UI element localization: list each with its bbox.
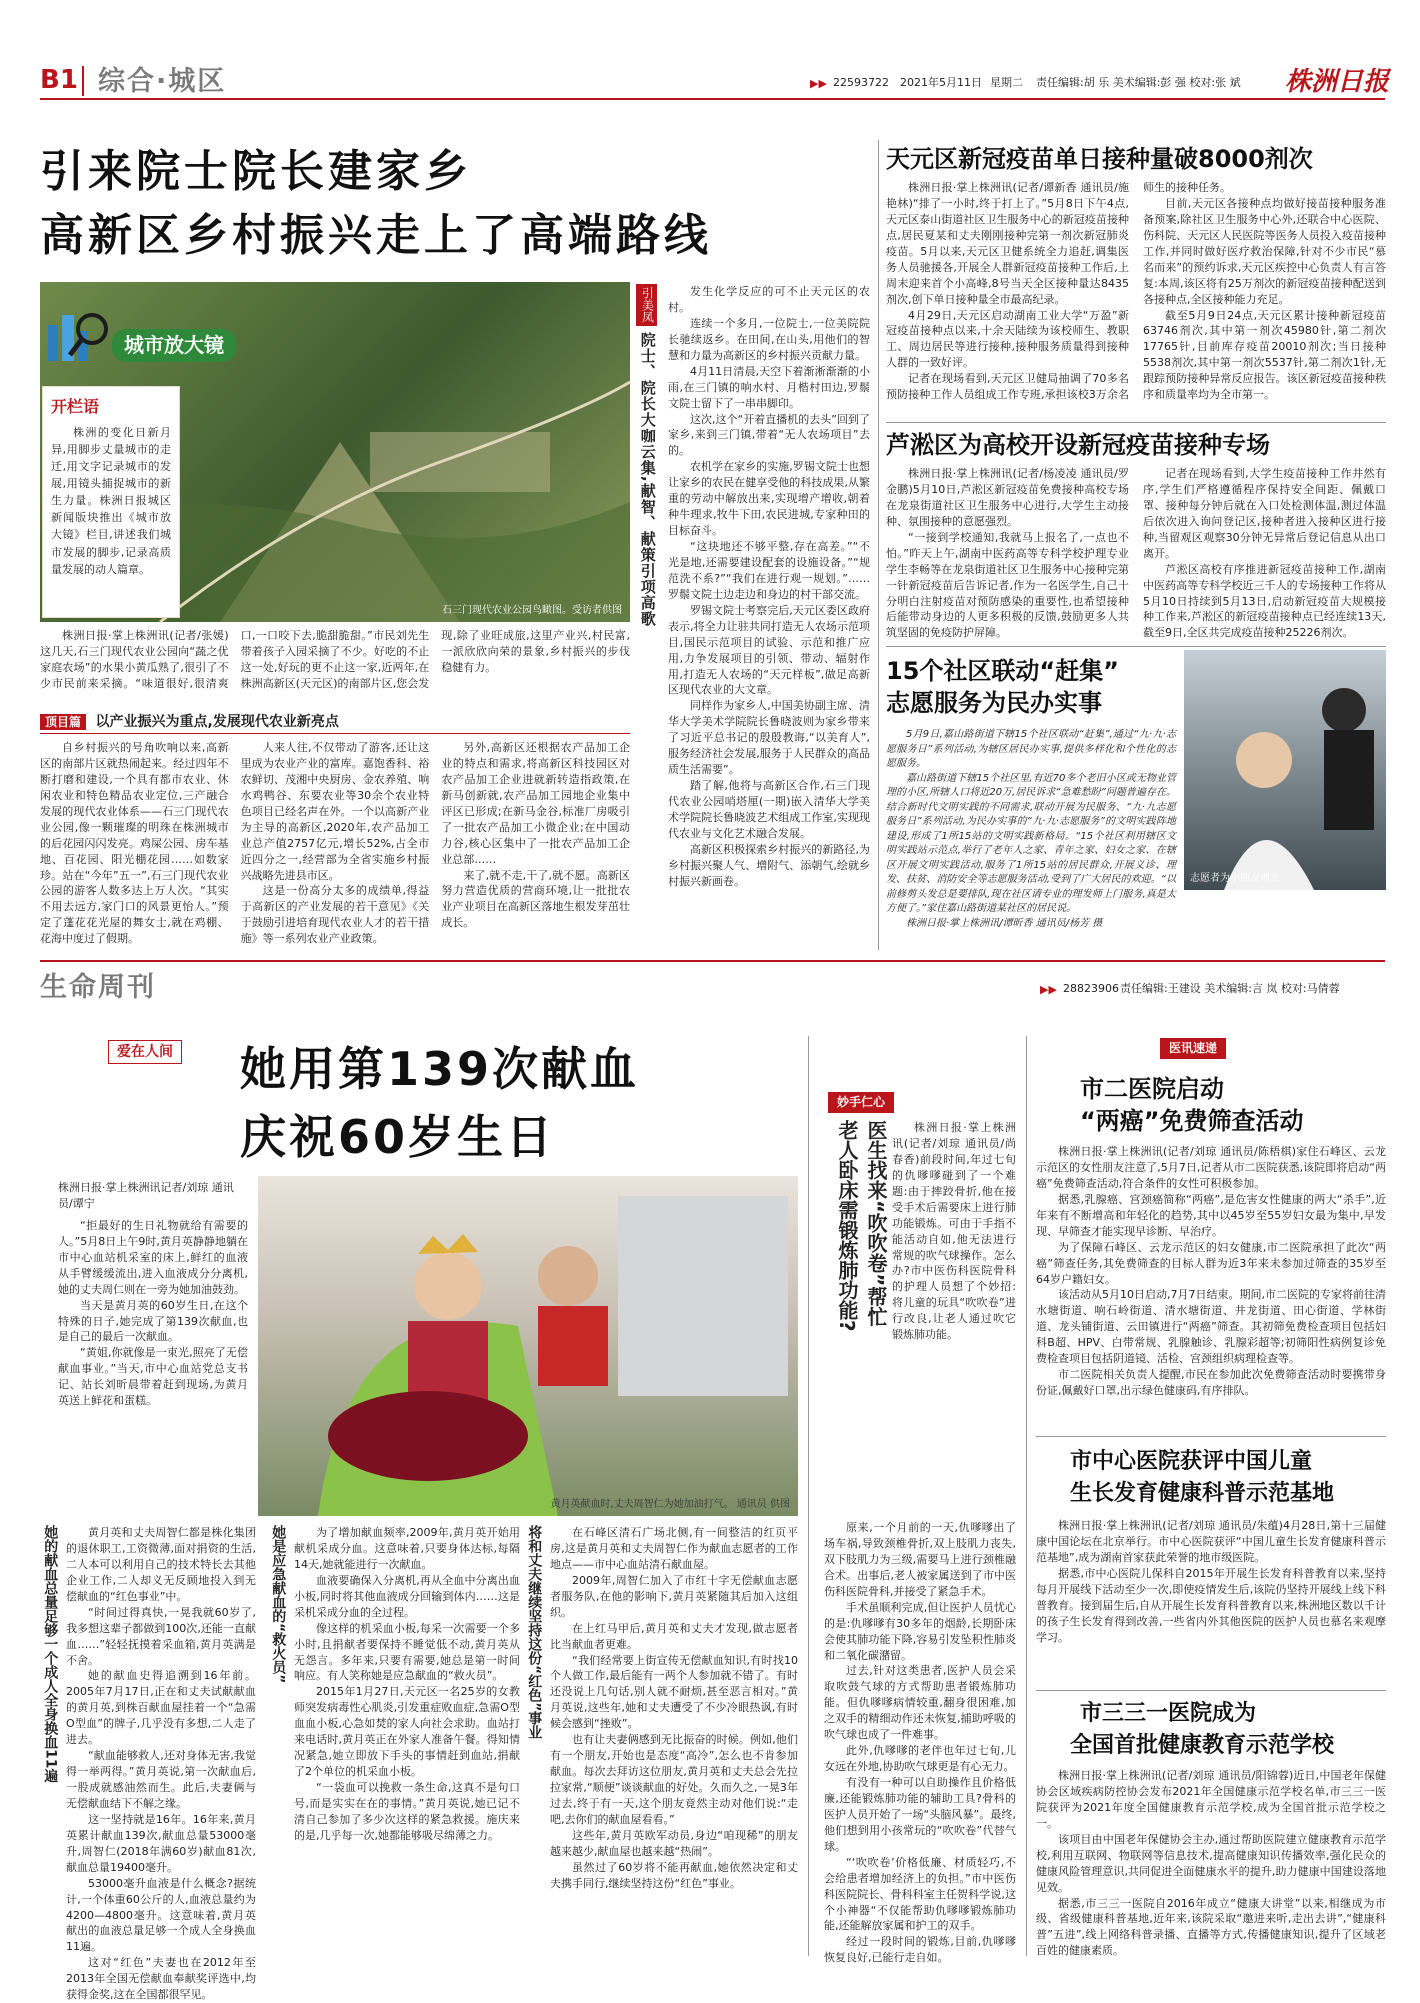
article3-title-line1: 15个社区联动“赶集” bbox=[886, 657, 1119, 685]
subhead-text: 以产业振兴为重点,发展现代农业新亮点 bbox=[95, 714, 339, 730]
paragraph: “一接到学校通知,我就马上报名了,一点也不怕。”昨天上午,湖南中医药高等专科学校护理专业学生李畅等在龙泉街道社区卫生服务中心接种完第一针新冠疫苗后告诉记者,作为一名医学生,自己十分明白注射疫苗对预防感染的重要性,也希望接种后能带动身边的人更多积极的反馈,鼓励更多人共筑坚固的免疫防护屏障。 bbox=[886, 530, 1129, 640]
paragraph: 截至5月9日24点,天元区累计接种新冠疫苗63746剂次,其中第一剂次45980针,第二剂次17765针,目前库存疫苗20010剂次;当日接种5538剂次,其中第一剂次5537针,第二剂次1针,无跟踪预防接种异常反应报告。该区新冠疫苗接种秩序和质量率均为全市第一。 bbox=[1143, 308, 1386, 402]
article3-photo-caption: 志愿者为小朋友理发 bbox=[1190, 872, 1280, 884]
bottom-section-title: 生命周刊 bbox=[40, 972, 156, 1003]
paragraph: 过去,针对这类患者,医护人员会采取吹鼓气球的方式帮助患者锻炼肺功能。但仇嗲嗲病情较重,翻身很困难,加之双手的精细动作还未恢复,捕助呼吸的吹气球也成了一件难事。 bbox=[824, 1664, 1016, 1742]
article1-title: 天元区新冠疫苗单日接种量破8000剂次 bbox=[886, 145, 1313, 173]
bottom-editors: 责任编辑:王建设 美术编辑:言 岚 校对:马倩蓉 bbox=[1120, 982, 1340, 995]
paragraph: 记者在现场看到,天元区卫健局抽调了70多名预防接种工作人员组成工作专班,承担该校3万余名师生的接种任务。 bbox=[886, 181, 1231, 402]
main-photo-caption: 黄月英献血时,丈夫周智仁为她加油打气。 通讯员 供图 bbox=[550, 1498, 790, 1510]
paragraph: 虽然过了60岁将不能再献血,她依然决定和丈夫携手同行,继续坚持这份“红色”事业。 bbox=[550, 1860, 798, 1890]
page-number: B1 bbox=[40, 65, 78, 95]
paragraph: 株洲日报·掌上株洲讯(记者/张媛)这几天,石三门现代农业公园向“蔬之优家庭农场”的水果小黄瓜熟了,很引了不少市民前来采摘。“味道很好,很清爽口,一口咬下去,脆甜脆甜。”市民刘先生带着孩子入园采摘了不少。好吃的不止这一处,好玩的更不止这一家,近两年,在株洲高新区(天元区)的南部片区,您会发现,除了业旺成旅,这里产业兴,村民富,一派欣欣向荣的景象,乡村振兴的步伐稳健有力。 bbox=[40, 629, 630, 690]
main-col2 bbox=[294, 1525, 520, 1955]
lead-col-right bbox=[668, 284, 870, 949]
paragraph: 该活动从5月10日启动,7月7日结束。期间,市二医院的专家将前往清水塘街道、响石岭街道、清水塘街道、井龙街道、田心街道、学林街道、龙头铺街道、云田镇进行“两癌”筛查。其初筛免费检查项目包括妇科B超、HPV、白带常规、乳腺触诊、乳腺彩超等;初筛阳性病例复诊免费检查项目包括阴道镜、活检、宫颈组织病理检查等。 bbox=[1036, 1288, 1386, 1366]
main-vhead-2 bbox=[268, 1525, 290, 1955]
paragraph: “拒最好的生日礼物就给有需要的人。”5月8日上午9时,黄月英静静地躺在市中心血站机采室的床上,鲜红的血液从手臂缓缓流出,进入血液成分分离机,她的丈夫周仁则在一旁为她加油鼓劲。 bbox=[58, 1218, 248, 1296]
main-title-line1: 她用第139次献血 bbox=[240, 1042, 640, 1096]
byline: 株洲日报·掌上株洲讯记者/刘琼 通讯员/谭宁 bbox=[58, 1181, 234, 1210]
paragraph: 5月9日,嘉山路街道下辖15个社区联动“赶集”,通过“九·九·志愿服务日”系列活动,为辖区居民办实事,提供多样化和个性化的志愿服务。 bbox=[886, 729, 1176, 769]
subhead-tag: 顶目篇 bbox=[40, 714, 86, 730]
paragraph: 2009年,周智仁加入了市红十字无偿献血志愿者服务队,在他的影响下,黄月英紧随其后加入这组织。 bbox=[550, 1573, 798, 1619]
paragraph: “我们经常要上街宣传无偿献血知识,有时找10个人做工作,最后能有一两个人参加就不错了。有时还没说上几句话,别人就不耐烦,甚至恶言相对。”黄月英说,这些年,她和丈夫遭受了不少冷眼热讽,有时候会感到“挫败”。 bbox=[550, 1653, 798, 1731]
lead-body-top bbox=[40, 628, 630, 708]
section-name: 综合·城区 bbox=[98, 66, 227, 97]
paragraph: “黄姐,你就像是一束光,照亮了无偿献血事业。”当天,市中心血站党总支书记、站长刘昕晨带着赶到现场,为黄月英送上鲜花和蛋糕。 bbox=[58, 1346, 248, 1408]
mid-title-line1: 医生找来“吹吹卷”帮忙 bbox=[864, 1120, 888, 1327]
subhead-bar bbox=[40, 712, 630, 734]
paragraph: 在上红马甲后,黄月英和丈夫才发现,做志愿者比当献血者更难。 bbox=[550, 1621, 798, 1651]
vertical-subhead: 她的献血总量足够一个成人全身换血11遍 bbox=[42, 1525, 59, 1783]
lead-body-bottom bbox=[40, 740, 630, 948]
r3-body bbox=[1036, 1768, 1386, 1956]
right-tag bbox=[1160, 1038, 1226, 1059]
paragraph: 53000毫升血液是什么概念?据统计,一个体重60公斤的人,血液总量约为4200—4800毫升。这意味着,黄月英献出的血液总量足够一个成人全身换血11遍。 bbox=[66, 1876, 256, 1954]
vertical-subhead: 她是应急献血的“救火员” bbox=[270, 1525, 287, 1684]
paragraph: 据悉,市中心医院儿保科自2015年开展生长发育科普教育以来,坚持每月开展线下活动至少一次,即使疫情发生后,该院仍坚持开展线上线下科普教育。接到届生后,自从开展生长发育科普教育以来,株洲地区数以千计的孩子生长发育得到改善,一些省内外其他医院的医护人员也慕名来观摩学习。 bbox=[1036, 1566, 1386, 1644]
paragraph: 农机学在家乡的实施,罗锡文院士也想让家乡的农民在健享受他的科技成果,从繁重的劳动中解放出来,实现增产增收,朝着种牛理求,牧牛下田,农民进城,专家种田的目标奋斗。 bbox=[668, 460, 870, 538]
arrows-icon: ▶▶ bbox=[810, 77, 827, 90]
paragraph: 株洲日报·掌上株洲讯(记者/刘琼 通讯员/阳锦蓉)近日,中国老年保健协会区域疾病防控协会发布2021年全国健康示范学校名单,市三三一医院获评为2021年度全国健康教育示范学校,成为全国首批示范学校之一。 bbox=[1036, 1769, 1386, 1830]
paragraph: 原来,一个月前的一天,仇嗲嗲出了场车祸,导致颈椎骨折,双上肢肌力丧失,双下肢肌力为三级,需要马上进行颈椎融合术。出事后,老人被家属送到了市中医伤科医院骨科,并接受了紧急手术。 bbox=[824, 1521, 1016, 1598]
paragraph: 记者在现场看到,大学生疫苗接种工作井然有序,学生们严格遵循程序保持安全间距、佩戴口罩、接种每分钟后就在入口处检测体温,测过体温后依次进入询问登记区,接种者进入接种区进行接种,当留观区观察30分钟无异常后登记信息从出口离开。 bbox=[1143, 467, 1386, 560]
side-column-label: 引美凤 bbox=[636, 284, 657, 326]
paragraph: 该项目由中国老年保健协会主办,通过帮助医院建立健康教育示范学校,利用互联网、物联网等信息技术,提高健康知识传播效率,强化民众的健康风险管理意识,共同促进全面健康水平的提升,助力健康中国建设落地见效。 bbox=[1036, 1832, 1386, 1894]
mid-body bbox=[824, 1520, 1016, 1965]
lead-photo-caption: 石三门现代农业公园鸟瞰图。受访者供图 bbox=[442, 604, 622, 616]
paragraph: “时间过得真快,一晃我就60岁了,我多想这辈子都做到100次,还能一直献血……”轻轻抚摸着采血箱,黄月英满是不舍。 bbox=[66, 1605, 256, 1667]
paragraph: 株洲日报·掌上株洲讯(记者/谭新香 通讯员/施艳林)“排了一小时,终于打上了。”5月8日下午4点,天元区泰山街道社区卫生服务中心的新冠疫苗接种点,居民夏某和丈夫刚刚接种完第一剂次新冠肺炎疫苗。5月以来,天元区卫健系统全力追赶,调集医务人员驰援各,开展全人群新冠疫苗接种工作后,上周末迎来首个小高峰,8号当天全区接种量达8435剂次,创下单日接种量全市最高纪录。 bbox=[886, 181, 1129, 306]
main-col3 bbox=[550, 1525, 798, 1955]
paragraph: 她的献血史得追溯到16年前。2005年7月17日,正在和丈夫试献献血的黄月英,到株百献血屋挂着一个“急需O型血”的牌子,几乎没有多想,二人走了进去。 bbox=[66, 1669, 256, 1747]
main-tag-label: 爱在人间 bbox=[108, 1040, 182, 1064]
intro-text: 株洲的变化日新月异,用脚步丈量城市的走迁,用文字记录城市的发展,用镜头捕捉城市的新生力量。株洲日报城区新闻版块推出《城市放大镜》栏目,讲述我们城市发展的脚步,记录高质量发展的动人篇章。 bbox=[51, 426, 171, 576]
paragraph: 2015年1月27日,天元区一名25岁的女教师突发病毒性心肌炎,引发重症败血症,急需O型血血小板,心急如焚的家人向社会求助。血站打来电话时,黄月英正在外家人准备午餐。得知情况紧急,她立即放下手头的事情赶到血站,捐献了2个单位的机采血小板。 bbox=[294, 1685, 520, 1779]
mid-title-line2: 老人卧床需锻炼肺功能? bbox=[835, 1120, 859, 1332]
paper-logo: 株洲日报 bbox=[1285, 67, 1390, 97]
paragraph: 来了,就不走,干了,就不愿。高新区努力营造优质的营商环境,让一批批农业产业项目在高新区落地生根发芽茁壮成长。 bbox=[441, 868, 630, 930]
paragraph: 人来人往,不仅带动了游客,还让这里成为农业产业的富库。嘉饱香科、裕农鲜切、茂湘中央厨房、金农养殖、响水鸡鸭谷、东要农业等30余个农业特色项目已经名声在外。一个以高新产业为主导的高新区,2020年,农产品加工业总产值2757亿元,增长52%,占全市近四分之一,经营部为全省实施乡村振兴战略先进县市区。 bbox=[240, 741, 430, 882]
paragraph: 罗锡文院士考察完后,天元区委区政府表示,将全力让驻共同打造无人农场示范项目,国民示范项目的试验、示范和推广应用,力争发展项目的引领、带动、辐射作用,打造无人农场的“天元样板”,做足高新区现代农业的大文章。 bbox=[668, 603, 870, 697]
masthead-date: 2021年5月11日 bbox=[900, 76, 982, 89]
paragraph: 这是一份高分太多的成绩单,得益于高新区的产业发展的若干意见》《关于鼓励引进培育现代农业人才的若干措施》等一系列农业产业政策。 bbox=[240, 884, 430, 946]
vertical-subhead: 将和丈夫继续坚持这份“红色”事业 bbox=[526, 1525, 543, 1740]
article2-body bbox=[886, 466, 1386, 642]
article3-title-line2: 志愿服务为民办实事 bbox=[886, 689, 1102, 717]
r2-title-line2: 生长发育健康科普示范基地 bbox=[1070, 1481, 1335, 1506]
paragraph: 株洲日报·掌上株洲讯(记者/刘琼 通讯员/陈梧棋)家住石峰区、云龙示范区的女性朋友注意了,5月7日,记者从市二医院获悉,该院即将启动“两癌”免费筛查活动,符合条件的女性可积极参加。 bbox=[1036, 1145, 1386, 1190]
main-col1 bbox=[66, 1525, 256, 2002]
paragraph: 4月29日,天元区启动湖南工业大学“万盈”新冠疫苗接种点以来,十余天陆续为该校师生、教职工、周边居民等进行接种,接种服务质量得到接种人群的一致好评。 bbox=[886, 308, 1129, 370]
lead-title-line2: 高新区乡村振兴走上了高端路线 bbox=[40, 210, 712, 261]
paragraph: 高新区积极探索乡村振兴的新路径,为乡村振兴聚人气、增附气、添朝气,绘就乡村振兴新画卷。 bbox=[668, 842, 870, 888]
paragraph: 为了保障石峰区、云龙示范区的妇女健康,市二医院承担了此次“两癌”筛查任务,其免费筛查的目标人群为近3年来未参加过筛查的35岁至64岁户籍妇女。 bbox=[1036, 1240, 1386, 1286]
paragraph: “这块地还不够平整,存在高差。”“不光是地,还需要建设配套的设施设备。”“规范洗不系?”“我们在进行观一规划。”……罗鬃文院士边走边和身边的村干部交流。 bbox=[668, 540, 870, 601]
intro-heading: 开栏语 bbox=[51, 397, 100, 416]
main-tag bbox=[108, 1040, 182, 1064]
city-skyline-icon bbox=[40, 305, 110, 365]
paragraph: 这一坚持就是16年。16年来,黄月英累计献血139次,献血总量53000毫升,周智仁(2018年满60岁)献血81次,献血总量19400毫升。 bbox=[66, 1812, 256, 1874]
mid-body-top bbox=[892, 1120, 1016, 1520]
intro-box bbox=[42, 386, 180, 618]
lead-title-line1: 引来院士院长建家乡 bbox=[40, 146, 472, 197]
arrows-icon: ▶▶ bbox=[1040, 983, 1057, 996]
paragraph: 黄月英和丈夫周智仁都是株化集团的退休职工,工资微薄,面对捐资的生活,二人本可以利用自己的技术特长去其他企业工作,二人却义无反顾地投入到无偿献血的“红色事业”中。 bbox=[66, 1526, 256, 1603]
paragraph: 为了增加献血频率,2009年,黄月英开始用献机采成分血。这意味着,只要身体达标,每隔14天,她就能进行一次献血。 bbox=[294, 1526, 520, 1571]
main-photo bbox=[258, 1176, 798, 1516]
paragraph: 血液要确保入分离机,再从全血中分离出血小板,同时将其他血液成分回输到体内……这是采机采成分血的全过程。 bbox=[294, 1573, 520, 1619]
paragraph: 这些年,黄月英欧军动员,身边“咱现稀”的朋友越来越少,献血屋也越来越“热闹”。 bbox=[550, 1828, 798, 1858]
paragraph: 在石峰区清石广场北侧,有一间整洁的红页平房,这是黄月英和丈夫周智仁作为献血志愿者的工作地点——市中心血站清石献血屋。 bbox=[550, 1526, 798, 1571]
article2-title: 芦淞区为高校开设新冠疫苗接种专场 bbox=[886, 431, 1270, 459]
r2-body bbox=[1036, 1518, 1386, 1684]
masthead bbox=[0, 0, 1420, 97]
paragraph: 据悉,市三三一医院自2016年成立“健康大讲堂”以来,相继成为市级、省级健康科普基地,近年来,该院采取“邀进来听,走出去讲”,“健康科普”五进”,线上网络科普录播、直播等方式,传播健康知识,提升了区域老百姓的健康素质。 bbox=[1036, 1896, 1386, 1958]
masthead-phone: 22593722 bbox=[833, 76, 889, 89]
badge-label: 城市放大镜 bbox=[112, 329, 236, 362]
mid-tag bbox=[828, 1092, 894, 1113]
paragraph: 目前,天元区各接种点均做好接苗接种服务准备预案,除社区卫生服务中心外,还联合中心医院、伤科院、天元区人民医院等医务人员投入疫苗接种工作,并同时做好医疗救治保障,针对不少市民“慕名而来”的预约诉求,天元区疾控中心负责人有言答复:本周,该区将有25万剂次的新冠疫苗接种配送到各接种点,全区接种能力充足。 bbox=[1143, 196, 1386, 306]
side-column-marker bbox=[636, 284, 658, 634]
paragraph: 据悉,乳腺癌、宫颈癌简称“两癌”,是危害女性健康的两大“杀手”,近年来有不断增高和年轻化的趋势,其中以45岁至55岁妇女最为集中,早发现、早筛查才能实现早诊断、早治疗。 bbox=[1036, 1192, 1386, 1238]
paragraph: 踏了解,他将与高新区合作,石三门现代农业公园哨塔厘(一期)嵌入清华大学美术学院院长鲁晓波艺术组成工作室,实现现代农业与文化艺术融合发展。 bbox=[668, 779, 870, 840]
paragraph: 像这样的机采血小板,每采一次需要一个多小时,且捐献者要保持不睡觉低不动,黄月英从无怨言。多年来,只要有需要,她总是第一时间响应。有人笑称她是应急献血的“救火员”。 bbox=[294, 1621, 520, 1683]
paragraph: 有没有一种可以自助操作且价格低廉,还能锻炼肺功能的辅助工具?骨科的医护人员开始了一场“头脑风暴”。最终,他们想到用小孩常玩的“吹吹卷”代替气球。 bbox=[824, 1776, 1016, 1853]
r1-body bbox=[1036, 1144, 1386, 1430]
mid-tag-label: 妙手仁心 bbox=[828, 1092, 894, 1113]
right-tag-label: 医讯速递 bbox=[1160, 1038, 1226, 1059]
paragraph: 株洲日报·掌上株洲讯(记者/刘琼 通讯员/尚春香)前段时间,年过七旬的仇嗲嗲碰到了一个难题:由于摔跤骨折,他在接受手术后需要床上进行肺功能锻炼。可由于手指不能活动自如,他无法进行常规的吹气球操作。怎么办?市中医伤科医院骨科的护理人员想了个妙招:将儿童的玩具“吹吹卷”进行改良,让老人通过吹它锻炼肺功能。 bbox=[892, 1121, 1016, 1342]
paragraph: 株洲日报·掌上株洲讯(记者/刘琼 通讯员/朱蕴)4月28日,第十三届健康中国论坛在北京举行。市中心医院获评“中国儿童生长发育健康科普示范基地”,成为湖南首家获此荣誉的地市级医院。 bbox=[1036, 1519, 1386, 1564]
paragraph: 株洲日报·掌上株洲讯/谭昕香 通讯员/杨芳 摄 bbox=[906, 917, 1103, 929]
r1-title-line2: “两癌”免费筛查活动 bbox=[1080, 1107, 1304, 1135]
article3-body bbox=[886, 728, 1176, 948]
city-magnifier-badge bbox=[40, 295, 270, 375]
paragraph: 手术虽顺利完成,但让医护人员忧心的是:仇嗲嗲有30多年的烟龄,长期卧床会使其肺功能下降,容易引发坠积性肺炎和二氧化碳潴留。 bbox=[824, 1600, 1016, 1662]
r3-title-line1: 市三三一医院成为 bbox=[1080, 1701, 1257, 1726]
paragraph: “一袋血可以挽救一条生命,这真不是句口号,而是实实在在的事情。”黄月英说,她已记不清自己参加了多少次这样的紧急救援。施庆来的是,几乎每一次,她都能够吸尽绵薄之力。 bbox=[294, 1781, 520, 1842]
paragraph: 这次,这个“开着直播机的去头”回到了家乡,来到三门镇,带着“无人农场项目”去的。 bbox=[668, 412, 870, 458]
r1-title-line1: 市二医院启动 bbox=[1080, 1075, 1224, 1103]
side-column-title: 院士、院长大咖云集,献智、献策引项高歌 bbox=[638, 332, 657, 627]
paragraph: 连续一个多月,一位院士,一位美院院长驰续返乡。在田间,在山头,用他们的智慧和力量为高新区的乡村振兴贡献力量。 bbox=[668, 316, 870, 362]
paragraph: 芦淞区高校有序推进新冠疫苗接种工作,湖南中医药高等专科学校近三千人的专场接种工作将从5月10日持续到5月13日,启动新冠疫苗大规模接种工作来,芦淞区的新冠疫苗接种点已经连续13天,截至9日,全区共完成疫苗接种25226剂次。 bbox=[1143, 562, 1386, 640]
paragraph: 同样作为家乡人,中国美协副主席、清华大学美术学院院长鲁晓波则为家乡带来了习近平总书记的殷殷教诲,“以美育人”,服务经济社会发展,服务于人民群众的高品质生活需要”。 bbox=[668, 699, 870, 777]
masthead-editors: 责任编辑:胡 乐 美术编辑:彭 强 校对:张 斌 bbox=[1036, 76, 1241, 89]
r3-title-line2: 全国首批健康教育示范学校 bbox=[1070, 1733, 1335, 1758]
paragraph: 发生化学反应的可不止天元区的农村。 bbox=[668, 285, 870, 314]
paragraph: “献血能够救人,还对身体无害,我觉得一举两得。”黄月英说,第一次献血后,一股成就感油然而生。此后,夫妻俩与无偿献血结下不解之缘。 bbox=[66, 1749, 256, 1810]
paragraph: 另外,高新区还根据农产品加工企业的特点和需求,将高新区科技园区对农产品加工企业进就新转造指政策,在新马创新就,农产品加工园地企业集中评区已形成;在新马金谷,标准厂房吸引了一批农产品加工小微企业;在中国动力谷,核心区集中了一批农产品加工企业总部…… bbox=[441, 741, 630, 866]
article1-body bbox=[886, 180, 1386, 420]
masthead-weekday: 星期二 bbox=[990, 76, 1023, 89]
paragraph: 此外,仇嗲嗲的老伴也年过七旬,儿女远在外地,协助吹气球更是有心无力。 bbox=[824, 1744, 1016, 1774]
paragraph: “‘吹吹卷’价格低廉、材质轻巧,不会给患者增加经济上的负担。”市中医伤科医院院长、骨科科室主任贺科学说,这个小神器“不仅能帮助仇嗲嗲锻炼肺功能,还能解放家属和护工的双手。 bbox=[824, 1855, 1016, 1933]
main-title-line2: 庆祝60岁生日 bbox=[240, 1110, 556, 1164]
paragraph: 自乡村振兴的号角吹响以来,高新区的南部片区就热闹起来。经过四年不断打磨和建设,一个具有都市农业、休闲农业和特色精品农业定位,三产融合发展的现代农业体系——石三门现代农业公园,像一颗璀璨的明珠在株洲城市的后花园闪闪发亮。鸡屎公园、房车基地、百花园、阳光棚花园……如数家珍。站在“今年”五一”,石三门现代农业公园的游客人数多达上万人次。“其实不用去远方,家门口的风景更怡人。”预定了蓬花花光屋的舞女士,就在鸡棚、花海中度过了假期。 bbox=[40, 741, 229, 946]
paragraph: 也有让夫妻俩感到无比振奋的时候。例如,他们有一个朋友,开始也是态度“高冷”,怎么也不肯参加献血。每次去拜访这位朋友,黄月英和丈夫总会先拉拉家常,“顺便”谈谈献血的好处。久而久之,一晃3年过去,终于有一天,这个朋友竟然主动对他们说:“走吧,去你们的献血屋看看。” bbox=[550, 1733, 798, 1826]
paragraph: 市二医院相关负责人提醒,市民在参加此次免费筛查活动时要携带身份证,佩戴好口罩,出示绿色健康码,有序排队。 bbox=[1036, 1368, 1386, 1398]
main-vhead-3 bbox=[524, 1525, 546, 1955]
bottom-phone: 28823906 bbox=[1063, 982, 1119, 995]
mid-vtitle bbox=[820, 1120, 890, 1520]
main-vhead-1 bbox=[40, 1525, 62, 1955]
article3-photo bbox=[1184, 650, 1386, 890]
paragraph: 这对“红色”夫妻也在2012年至2013年全国无偿献血奉献奖评选中,均获得金奖,这在全国都很罕见。 bbox=[66, 1956, 256, 2002]
paragraph: 嘉山路街道下辖15个社区里,有近70多个老旧小区或无物业管理的小区,所辖人口将近20万,居民诉求“急难愁盼”问题普遍存在。结合新时代文明实践的不同需求,联动开展为民服务、“九·九志愿服务日”系列活动,为民办实事的“九·九·志愿服务”的文明实践阵地建设,形成了1所15站的文明实践新格局。“15个社区利用辖区文明实践站示范点,举行了老年人之家、青年之家、妇女之家、在辖区开展文明实践活动,服务了1所15站的居民群众,开展义诊、理发、扶贫、消防安全等志愿服务活动,受到了广大居民的欢迎。“以前修剪头发总是要排队,现在社区请专业的理发师上门服务,真是太方便了。”家住嘉山路街道某社区的居民说。 bbox=[886, 772, 1176, 914]
paragraph: 株洲日报·掌上株洲讯(记者/杨凌凌 通讯员/罗金鹏)5月10日,芦淞区新冠疫苗免费接种高校专场在龙泉街道社区卫生服务中心进行,大学生主动接种、氛围接种的意愿强烈。 bbox=[886, 467, 1129, 528]
paragraph: 4月11日清晨,天空下着渐淅渐渐的小雨,在三门镇的响水村、月楷村田边,罗鬃文院士留下了一串串脚印。 bbox=[668, 364, 870, 410]
paragraph: 经过一段时间的锻炼,目前,仇嗲嗲恢复良好,已能行走自如。 bbox=[824, 1935, 1016, 1965]
paragraph: 当天是黄月英的60岁生日,在这个特殊的日子,她完成了第139次献血,也是自己的最后一次献血。 bbox=[58, 1298, 248, 1344]
r2-title-line1: 市中心医院获评中国儿童 bbox=[1070, 1449, 1313, 1474]
